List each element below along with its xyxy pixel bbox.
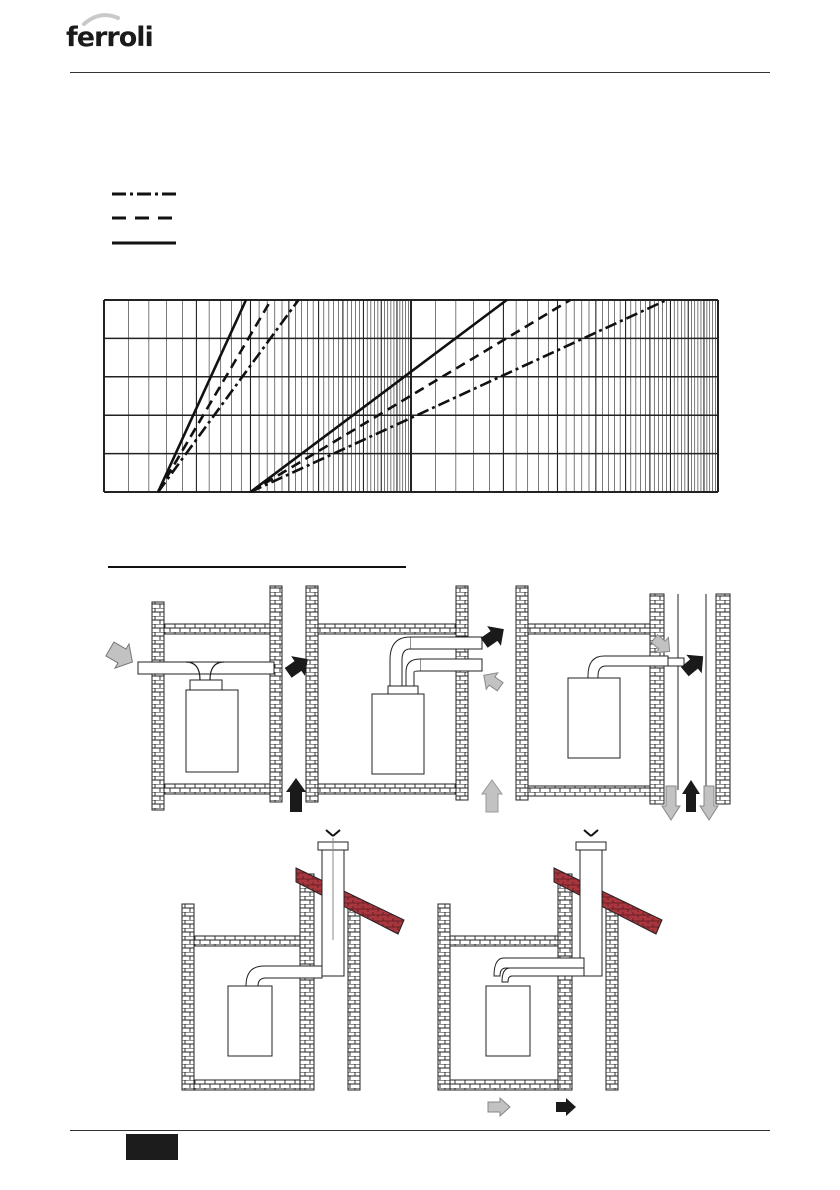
diagram-roof-concentric — [182, 830, 404, 1090]
diagram-collective-flue — [516, 586, 730, 820]
brand-name: ferroli — [66, 22, 153, 53]
diagram-horizontal-wall — [103, 586, 318, 812]
footer-divider — [70, 1130, 770, 1131]
page-tab — [126, 1134, 178, 1160]
diagram-split-wall — [318, 586, 511, 812]
diagram-roof-split — [438, 830, 662, 1116]
